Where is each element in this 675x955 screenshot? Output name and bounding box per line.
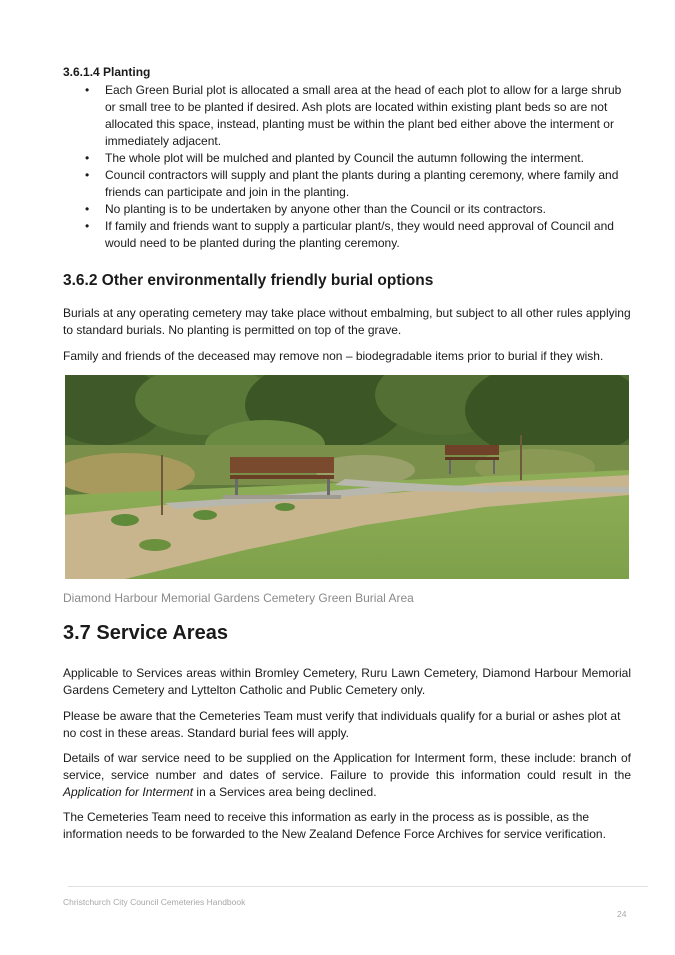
list-item: • The whole plot will be mulched and planted by Council the autumn following the interment. [63, 150, 635, 167]
list-item: • No planting is to be undertaken by anyone other than the Council or its contractors. [63, 201, 635, 218]
cemetery-photo [65, 375, 629, 579]
paragraph: Please be aware that the Cemeteries Team must verify that individuals qualify for a burial or ashes plot at no cost in these areas. Standard burial fees will apply. [63, 709, 621, 740]
paragraph: Family and friends of the deceased may remove non – biodegradable items prior to burial if they wish. [63, 349, 604, 363]
paragraph-war-service [63, 750, 631, 801]
photo-caption: Diamond Harbour Memorial Gardens Cemetery Green Burial Area [63, 591, 414, 605]
planting-bullet-list [63, 82, 635, 252]
paragraph: Burials at any operating cemetery may take place without embalming, but subject to all other rules applying to standard burials. No planting is permitted on top of the grave. [63, 306, 631, 337]
list-item: • Council contractors will supply and plant the plants during a planting ceremony, where family and friends can participate and join in the planting. [63, 167, 635, 201]
footer-divider [68, 886, 648, 887]
list-item: • Each Green Burial plot is allocated a small area at the head of each plot to allow for a large shrub or small tree to be planted if desired. Ash plots are located within existing plant beds so are not allocated this space, instead, planting must be within the plant bed either above the interment or immediately adjacent. [63, 82, 635, 150]
footer-text: Christchurch City Council Cemeteries Handbook [63, 897, 246, 907]
paragraph: Applicable to Services areas within Bromley Cemetery, Ruru Lawn Cemetery, Diamond Harbour Memorial Gardens Cemetery and Lyttelton Catholic and Public Cemetery only. [63, 666, 631, 697]
subsection-heading-planting: 3.6.1.4 Planting [63, 65, 151, 79]
form-name-italic: Application for Interment [63, 785, 194, 799]
text-segment: Details of war service need to be supplied on the Application for Interment form, these include: branch of service, service number and dates of service. Failure to provide this information could result in the [63, 751, 631, 782]
paragraph: The Cemeteries Team need to receive this information as early in the process as is possible, as the information needs to be forwarded to the New Zealand Defence Force Archives for service verification. [63, 810, 606, 841]
garden-landscape-image [65, 375, 629, 579]
page-number: 24 [617, 909, 627, 919]
section-heading-service-areas: 3.7 Service Areas [63, 622, 228, 644]
section-heading-other-burial-options: 3.6.2 Other environmentally friendly burial options [63, 272, 434, 289]
list-item: • If family and friends want to supply a particular plant/s, they would need approval of Council and would need to be planted during the planting ceremony. [63, 218, 635, 252]
text-segment: in a Services area being declined. [193, 785, 377, 799]
